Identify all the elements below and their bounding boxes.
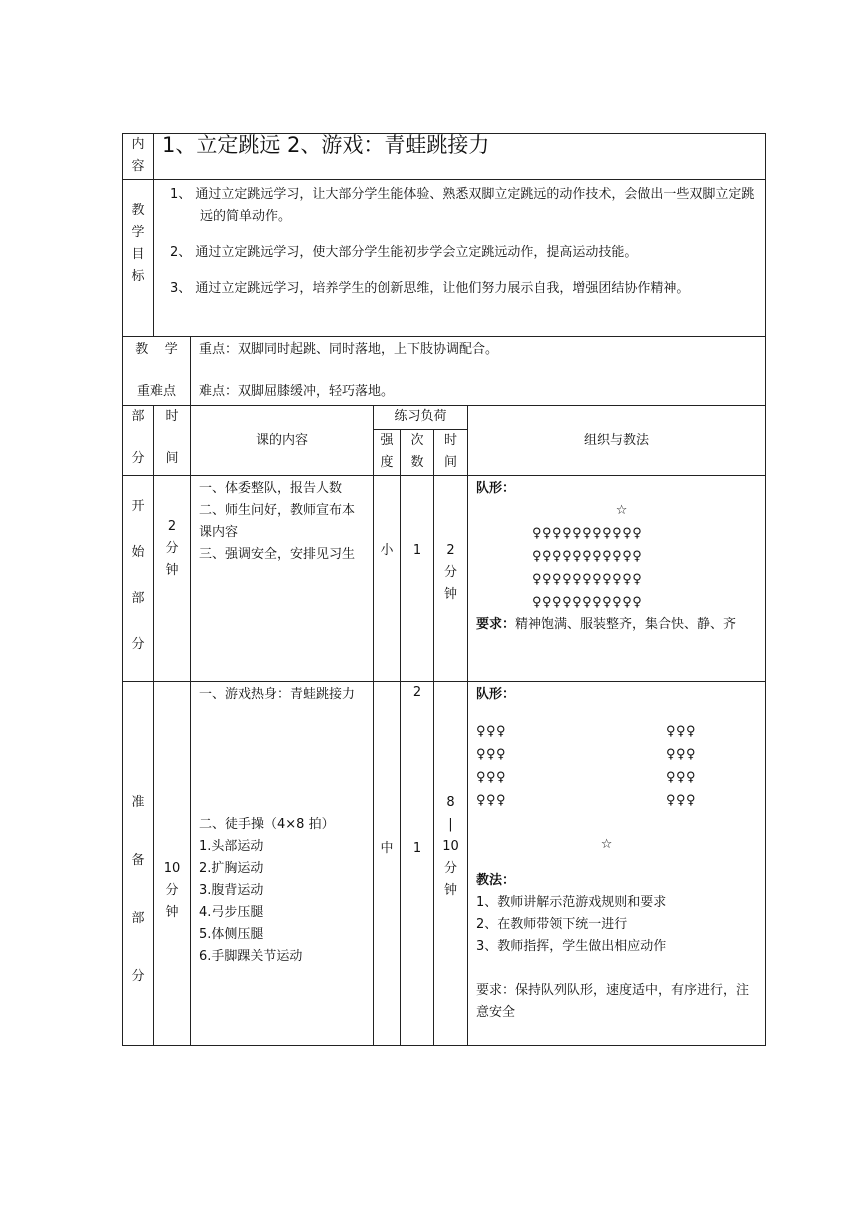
section2-count: 2 1: [401, 682, 434, 1046]
objectives-label: 教 学 目 标: [123, 180, 154, 337]
objective-2: 2、 通过立定跳远学习，使大部分学生能初步学会立定跳远动作，提高运动技能。: [170, 245, 638, 260]
exercise-item: 3.腹背运动: [199, 883, 264, 898]
header-part: 部 分: [123, 406, 154, 476]
section2-exercise-title: 二、徒手操（4×8 拍）: [199, 817, 335, 832]
section1-part: 开 始 部 分: [123, 476, 154, 682]
content-label: 内 容: [123, 134, 154, 180]
section1-count: 1: [401, 476, 434, 682]
section1-time: 2 分 钟: [154, 476, 191, 682]
section1-duration: 2 分 钟: [434, 476, 468, 682]
section2-intensity: 中: [374, 682, 401, 1046]
relay-formation: [476, 720, 759, 820]
exercise-item: 4.弓步压腿: [199, 905, 264, 920]
section2-requirement: 要求：保持队列队形，速度适中，有序进行，注意安全: [476, 983, 750, 1020]
student-group-right: ♀♀♀: [666, 724, 697, 739]
student-row: ♀♀♀♀♀♀♀♀♀♀♀: [532, 572, 643, 587]
student-row: ♀♀♀♀♀♀♀♀♀♀♀: [532, 526, 643, 541]
section1-intensity: 小: [374, 476, 401, 682]
method-item: 3、教师指挥，学生做出相应动作: [476, 939, 667, 954]
header-time: 时 间: [154, 406, 191, 476]
difficult-point: 难点：双脚屈膝缓冲，轻巧落地。: [199, 384, 395, 399]
key-points-label: 教 学 重难点: [123, 337, 191, 406]
header-duration: 时 间: [434, 430, 468, 476]
section2-game: 一、游戏热身：青蛙跳接力: [199, 687, 356, 702]
section1-content-2: 二、师生问好，教师宣布本课内容: [199, 503, 356, 540]
student-group-left: ♀♀♀: [476, 770, 507, 785]
section2-part: 准 备 部 分: [123, 682, 154, 1046]
lesson-plan-table: [122, 133, 766, 1046]
section2-content: [191, 682, 374, 1046]
header-count: 次 数: [401, 430, 434, 476]
student-row: ♀♀♀♀♀♀♀♀♀♀♀: [532, 549, 643, 564]
exercise-item: 1.头部运动: [199, 839, 264, 854]
section1-org: [468, 476, 766, 682]
exercise-item: 6.手脚踝关节运动: [199, 949, 303, 964]
section2-org: [468, 682, 766, 1046]
key-points-cell: [191, 337, 766, 406]
method-item: 1、教师讲解示范游戏规则和要求: [476, 895, 667, 910]
section2-time: 10 分 钟: [154, 682, 191, 1046]
objectives-cell: [154, 180, 766, 337]
section1-content: [191, 476, 374, 682]
student-group-left: ♀♀♀: [476, 724, 507, 739]
teacher-star-icon: ☆: [600, 837, 613, 852]
student-row: ♀♀♀♀♀♀♀♀♀♀♀: [532, 595, 643, 610]
objective-3: 3、 通过立定跳远学习，培养学生的创新思维，让他们努力展示自我，增强团结协作精神。: [170, 281, 690, 296]
header-load: 练习负荷: [374, 406, 468, 430]
key-point: 重点：双脚同时起跳、同时落地，上下肢协调配合。: [199, 342, 499, 357]
exercise-item: 5.体侧压腿: [199, 927, 264, 942]
student-group-right: ♀♀♀: [666, 770, 697, 785]
student-group-right: ♀♀♀: [666, 793, 697, 808]
lesson-title: 1、立定跳远 2、游戏：青蛙跳接力: [154, 134, 766, 180]
objective-1: 1、 通过立定跳远学习，让大部分学生能体验、熟悉双脚立定跳远的动作技术，会做出一些双脚立定跳远的简单动作。: [170, 187, 755, 224]
student-group-left: ♀♀♀: [476, 793, 507, 808]
student-group-right: ♀♀♀: [666, 747, 697, 762]
section1-requirement: 要求：精神饱满、服装整齐，集合快、静、齐: [476, 617, 737, 632]
section2-duration: 8 | 10 分 钟: [434, 682, 468, 1046]
header-content: 课的内容: [191, 406, 374, 476]
header-intensity: 强 度: [374, 430, 401, 476]
exercise-item: 2.扩胸运动: [199, 861, 264, 876]
section2-formation-label: 队形：: [476, 687, 516, 702]
teacher-star-icon: ☆: [615, 503, 628, 518]
method-item: 2、在教师带领下统一进行: [476, 917, 628, 932]
section2-method-label: 教法：: [476, 873, 516, 888]
student-group-left: ♀♀♀: [476, 747, 507, 762]
section1-content-1: 一、体委整队，报告人数: [199, 481, 343, 496]
header-org: 组织与教法: [468, 406, 766, 476]
section1-content-3: 三、强调安全，安排见习生: [199, 547, 356, 562]
section1-formation-label: 队形：: [476, 481, 516, 496]
